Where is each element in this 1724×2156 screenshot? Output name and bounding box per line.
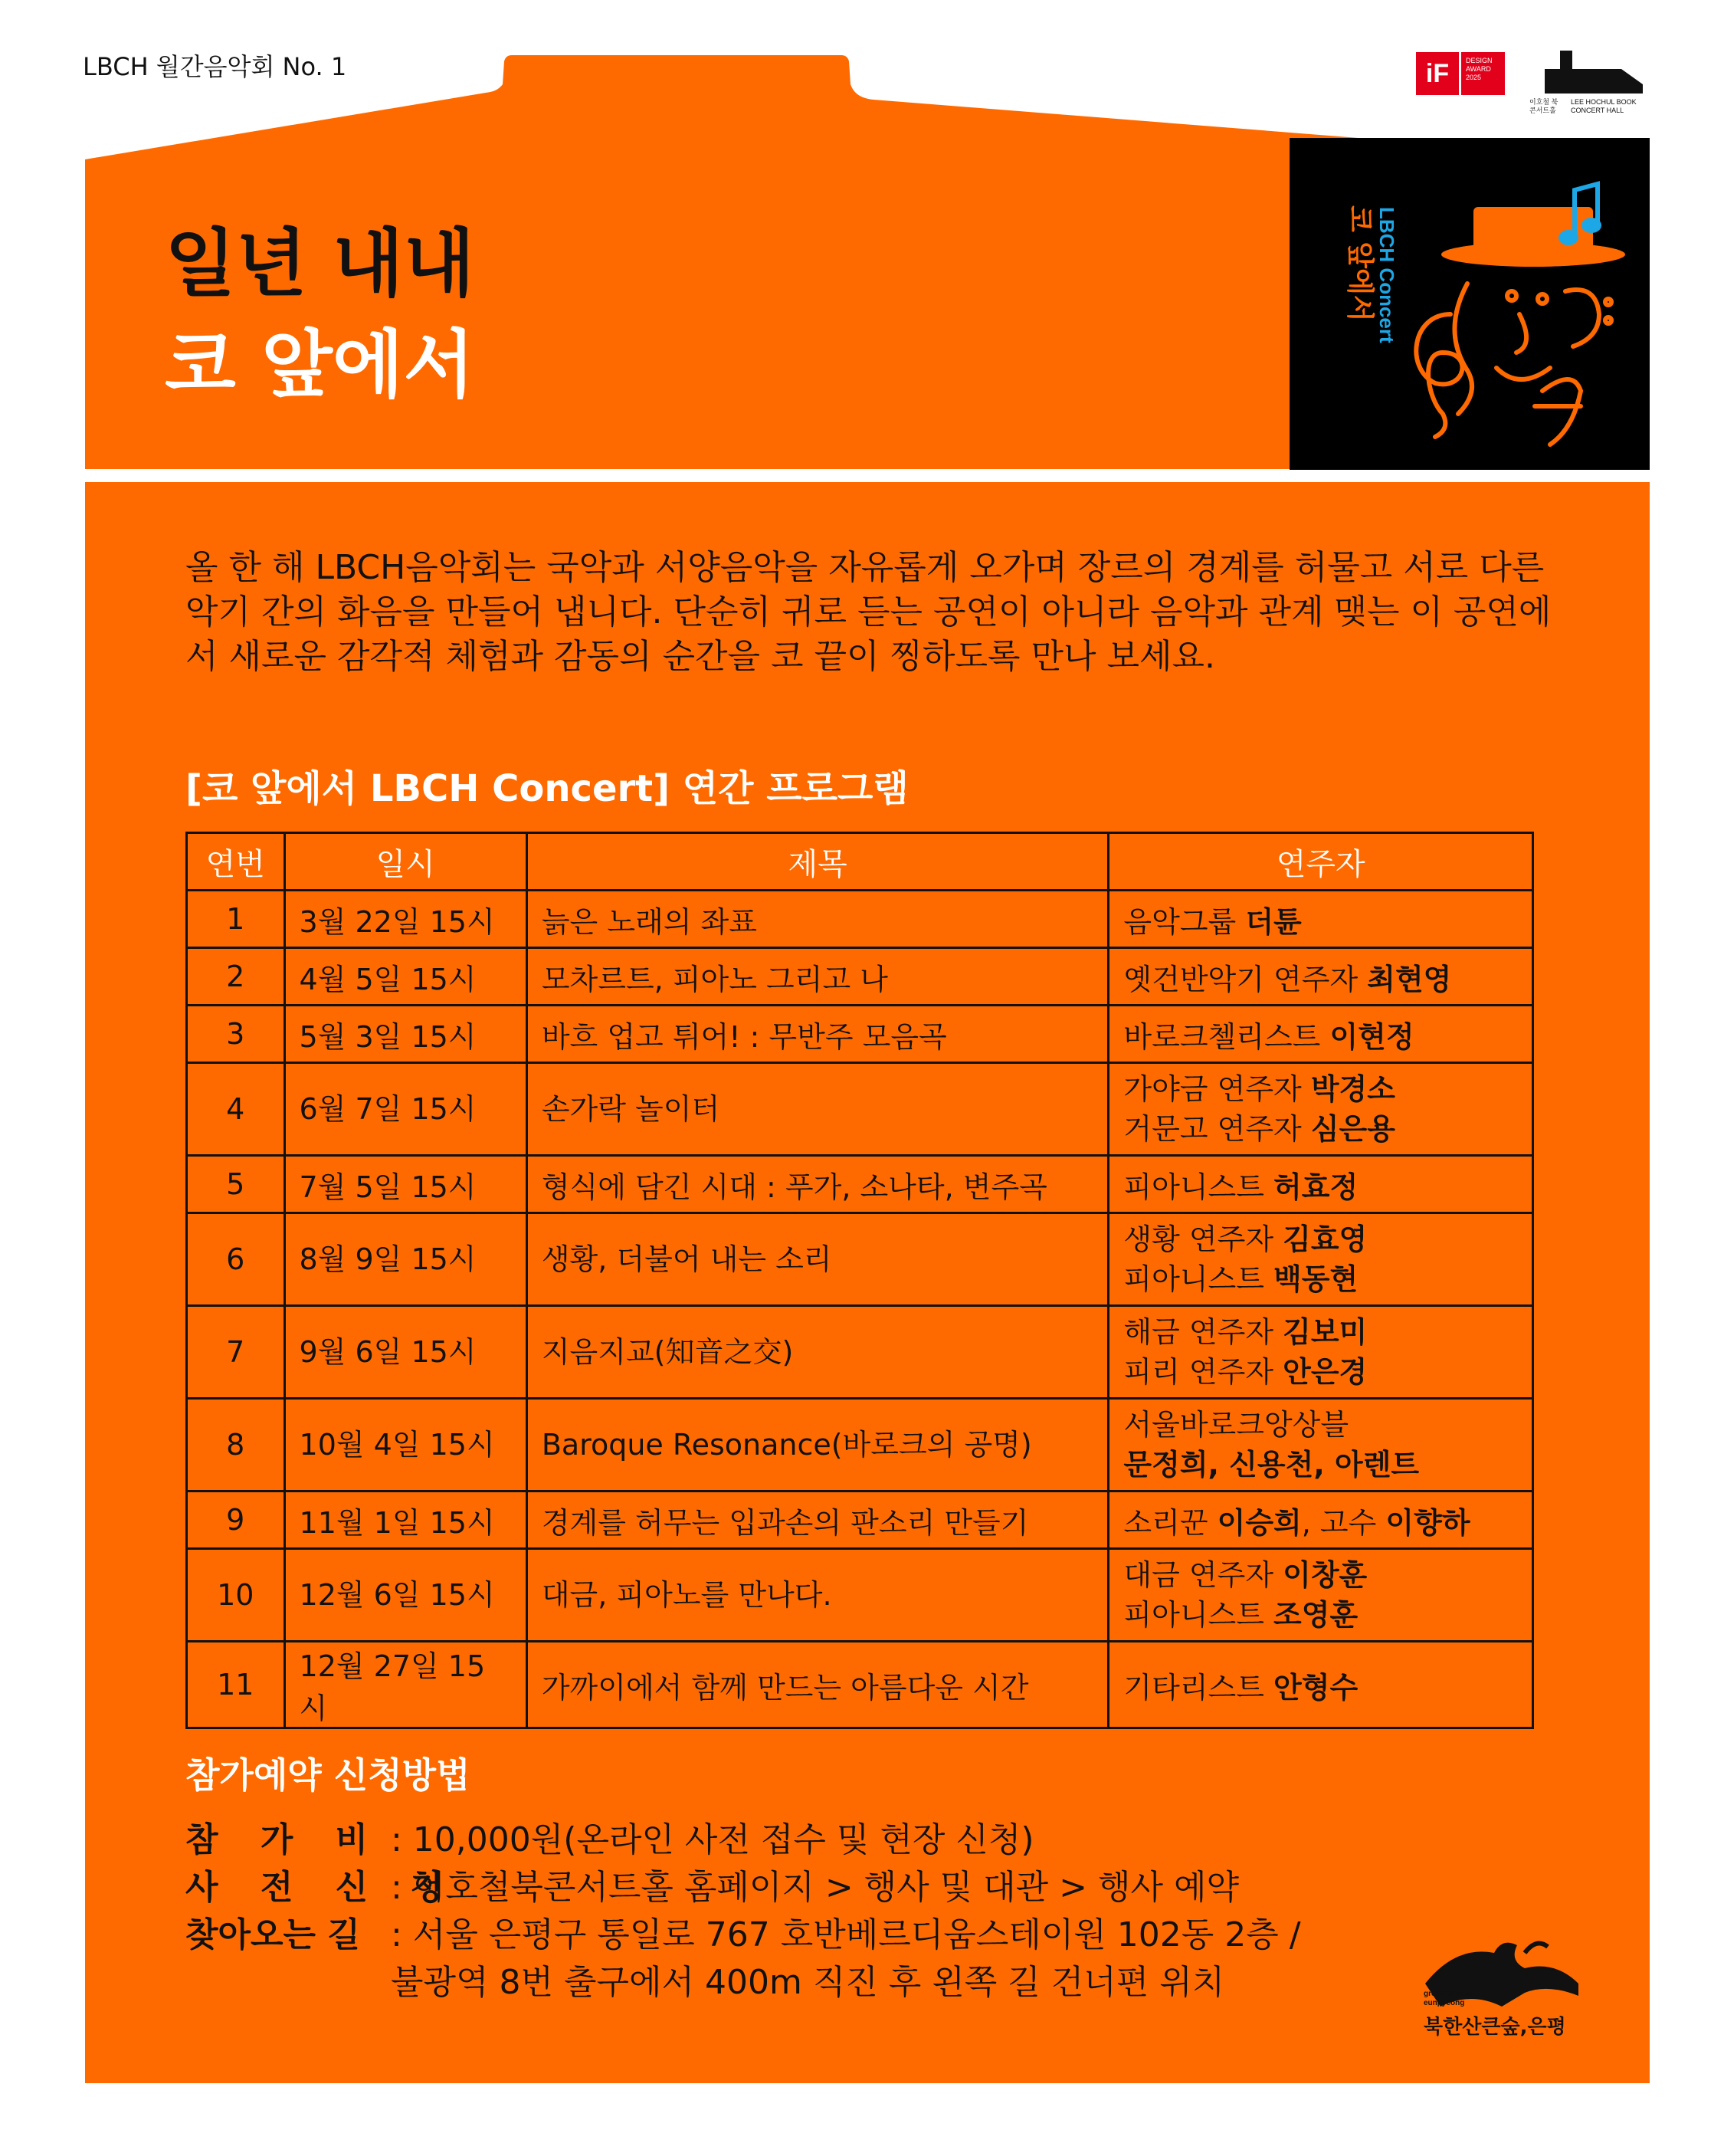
table-row	[187, 1063, 1533, 1156]
performer-line	[1123, 1555, 1518, 1595]
forest-logo-english: green chorus eunpyeong	[1424, 1990, 1473, 2007]
performer-role: 피아니스트	[1123, 1170, 1274, 1204]
directions-label: 찾아오는 길	[185, 1915, 360, 1954]
performer-line	[1123, 1664, 1518, 1706]
row-date: 12월 27일 15시	[284, 1642, 526, 1728]
table-header-row	[187, 833, 1533, 891]
row-title: 경계를 허무는 입과손의 판소리 만들기	[526, 1491, 1109, 1549]
performer-role: 피리 연주자	[1123, 1355, 1283, 1389]
header-performers: 연주자	[1109, 833, 1533, 891]
if-award-text: DESIGN AWARD 2025	[1459, 52, 1505, 95]
performer-role: 가야금 연주자	[1123, 1072, 1311, 1106]
row-number: 6	[187, 1213, 285, 1306]
hall-name-ko: 이호철 북콘서트홀	[1529, 98, 1558, 114]
row-number: 8	[187, 1399, 285, 1491]
intro-paragraph: 올 한 해 LBCH음악회는 국악과 서양음악을 자유롭게 오가며 장르의 경계를 허물고 서로 다른 악기 간의 화음을 만들어 냅니다. 단순히 귀로 듣는 공연이 아니라 음악과 관계 맺는 이 공연에서 새로운 감각적 체험과 감동의 순간을 코 끝이 찡하도록 만나 보세요.	[185, 548, 1552, 676]
performer-name: 문정희, 신용천, 아렌트	[1123, 1448, 1420, 1482]
reservation-title: 참가예약 신청방법	[185, 1754, 470, 1796]
directions-line-1: : 서울 은평구 통일로 767 호반베르디움스테이원 102동 2층 /	[391, 1915, 1301, 1954]
performer-name: 백동현	[1273, 1262, 1359, 1296]
apply-value: : 이호철북콘서트홀 홈페이지 > 행사 및 대관 > 행사 예약	[391, 1868, 1240, 1907]
performer-line	[1123, 1069, 1518, 1109]
performer-line	[1123, 1259, 1518, 1299]
forest-logo-korean: 북한산큰숲,은평	[1424, 2016, 1566, 2039]
performer-line	[1123, 1352, 1518, 1392]
title-line-2: 코 앞에서	[165, 322, 475, 408]
performer-role: 대금 연주자	[1123, 1558, 1283, 1592]
performer-line	[1123, 1163, 1518, 1206]
if-design-award-logo	[1416, 52, 1506, 95]
table-row	[187, 1006, 1533, 1063]
row-performers	[1109, 1642, 1533, 1728]
concert-hall-logo	[1529, 51, 1643, 115]
performer-role: 생황 연주자	[1123, 1222, 1283, 1256]
row-number: 4	[187, 1063, 285, 1156]
row-title: 생황, 더불어 내는 소리	[526, 1213, 1109, 1306]
table-row	[187, 1491, 1533, 1549]
row-performers	[1109, 1063, 1533, 1156]
page-title	[165, 213, 474, 415]
concert-hall-icon	[1529, 51, 1643, 94]
performer-name: 이향하	[1385, 1505, 1470, 1540]
row-title: 늙은 노래의 좌표	[526, 891, 1109, 948]
program-rows	[187, 891, 1533, 1728]
performer-line	[1123, 956, 1518, 998]
performer-name: 이창훈	[1283, 1558, 1368, 1592]
table-row	[187, 948, 1533, 1006]
row-performers	[1109, 1213, 1533, 1306]
row-title: 지음지교(知音之交)	[526, 1306, 1109, 1399]
row-performers	[1109, 891, 1533, 948]
fee-row	[185, 1816, 1301, 1864]
performer-role: 거문고 연주자	[1123, 1112, 1311, 1146]
performer-name: 김보미	[1283, 1315, 1368, 1349]
table-row	[187, 891, 1533, 948]
row-performers	[1109, 1491, 1533, 1549]
row-date: 10월 4일 15시	[284, 1399, 526, 1491]
performer-line	[1123, 898, 1518, 940]
performer-name: 허효정	[1273, 1170, 1359, 1204]
row-number: 11	[187, 1642, 285, 1728]
if-mark: iF	[1416, 52, 1459, 95]
performer-role: 음악그룹	[1123, 904, 1246, 939]
row-performers	[1109, 1306, 1533, 1399]
table-row	[187, 1156, 1533, 1213]
performer-role: 바로크첼리스트	[1123, 1019, 1330, 1054]
performer-line	[1123, 1312, 1518, 1352]
header-title: 제목	[526, 833, 1109, 891]
poster-korean-text: 코 앞에서	[1344, 205, 1375, 322]
performer-name: 이현정	[1329, 1019, 1414, 1054]
row-performers	[1109, 1399, 1533, 1491]
row-date: 5월 3일 15시	[284, 1006, 526, 1063]
row-title: 모차르트, 피아노 그리고 나	[526, 948, 1109, 1006]
face-line-art-icon	[1416, 284, 1611, 445]
row-performers	[1109, 948, 1533, 1006]
performer-line	[1123, 1109, 1518, 1149]
table-row	[187, 1642, 1533, 1728]
row-title: 대금, 피아노를 만나다.	[526, 1549, 1109, 1642]
performer-role: 해금 연주자	[1123, 1315, 1283, 1349]
directions-line-2: 불광역 8번 출구에서 400m 직진 후 왼쪽 길 건너편 위치	[391, 1963, 1225, 2002]
performer-role: 서울바로크앙상블	[1123, 1408, 1349, 1442]
performer-role: 소리꾼	[1123, 1505, 1218, 1540]
performer-line	[1123, 1405, 1518, 1445]
row-title: 바흐 업고 튀어! : 무반주 모음곡	[526, 1006, 1109, 1063]
program-table	[185, 832, 1534, 1729]
series-label: LBCH 월간음악회 No. 1	[83, 52, 347, 81]
performer-name: 안형수	[1273, 1670, 1359, 1705]
performer-line	[1123, 1595, 1518, 1635]
table-row	[187, 1399, 1533, 1491]
row-date: 12월 6일 15시	[284, 1549, 526, 1642]
performer-line	[1123, 1013, 1518, 1055]
fee-value: : 10,000원(온라인 사전 접수 및 현장 신청)	[391, 1820, 1034, 1859]
row-number: 2	[187, 948, 285, 1006]
performer-role: , 고수	[1301, 1505, 1386, 1540]
row-number: 7	[187, 1306, 285, 1399]
row-date: 3월 22일 15시	[284, 891, 526, 948]
row-number: 1	[187, 891, 285, 948]
table-row	[187, 1549, 1533, 1642]
row-date: 8월 9일 15시	[284, 1213, 526, 1306]
row-number: 5	[187, 1156, 285, 1213]
header-date: 일시	[284, 833, 526, 891]
table-row	[187, 1213, 1533, 1306]
directions-row	[185, 1912, 1301, 1959]
concert-poster	[1290, 138, 1650, 470]
title-line-1: 일년 내내	[165, 221, 475, 307]
performer-name: 박경소	[1310, 1072, 1395, 1106]
row-performers	[1109, 1549, 1533, 1642]
row-number: 3	[187, 1006, 285, 1063]
row-performers	[1109, 1006, 1533, 1063]
performer-line	[1123, 1219, 1518, 1259]
reservation-info	[185, 1816, 1301, 2007]
row-number: 9	[187, 1491, 285, 1549]
performer-name: 최현영	[1367, 962, 1452, 996]
row-title: 손가락 놀이터	[526, 1063, 1109, 1156]
performer-name: 더튠	[1245, 904, 1302, 939]
table-row	[187, 1306, 1533, 1399]
row-date: 4월 5일 15시	[284, 948, 526, 1006]
row-date: 11월 1일 15시	[284, 1491, 526, 1549]
row-performers	[1109, 1156, 1533, 1213]
performer-name: 조영훈	[1273, 1598, 1359, 1632]
row-title: 가까이에서 함께 만드는 아름다운 시간	[526, 1642, 1109, 1728]
performer-line	[1123, 1445, 1518, 1485]
poster-illustration	[1290, 138, 1650, 470]
program-title: [코 앞에서 LBCH Concert] 연간 프로그램	[185, 767, 909, 810]
apply-label: 사 전 신 청	[185, 1868, 458, 1907]
row-title: 형식에 담긴 시대 : 푸가, 소나타, 변주곡	[526, 1156, 1109, 1213]
hall-name-en: LEE HOCHUL BOOK CONCERT HALL	[1571, 98, 1637, 114]
performer-name: 심은용	[1310, 1112, 1395, 1146]
performer-role: 피아니스트	[1123, 1598, 1274, 1632]
header-no: 연번	[187, 833, 285, 891]
performer-name: 김효영	[1283, 1222, 1368, 1256]
performer-role: 기타리스트	[1123, 1670, 1274, 1705]
performer-name: 안은경	[1283, 1355, 1368, 1389]
row-date: 6월 7일 15시	[284, 1063, 526, 1156]
performer-role: 피아니스트	[1123, 1262, 1274, 1296]
performer-name: 이승희	[1217, 1505, 1302, 1540]
fee-label: 참 가 비	[185, 1820, 384, 1859]
row-date: 9월 6일 15시	[284, 1306, 526, 1399]
performer-line	[1123, 1499, 1518, 1541]
apply-row	[185, 1864, 1301, 1912]
row-number: 10	[187, 1549, 285, 1642]
row-title: Baroque Resonance(바로크의 공명)	[526, 1399, 1109, 1491]
performer-role: 옛건반악기 연주자	[1123, 962, 1368, 996]
poster-english-text: LBCH Concert	[1375, 207, 1398, 343]
row-date: 7월 5일 15시	[284, 1156, 526, 1213]
